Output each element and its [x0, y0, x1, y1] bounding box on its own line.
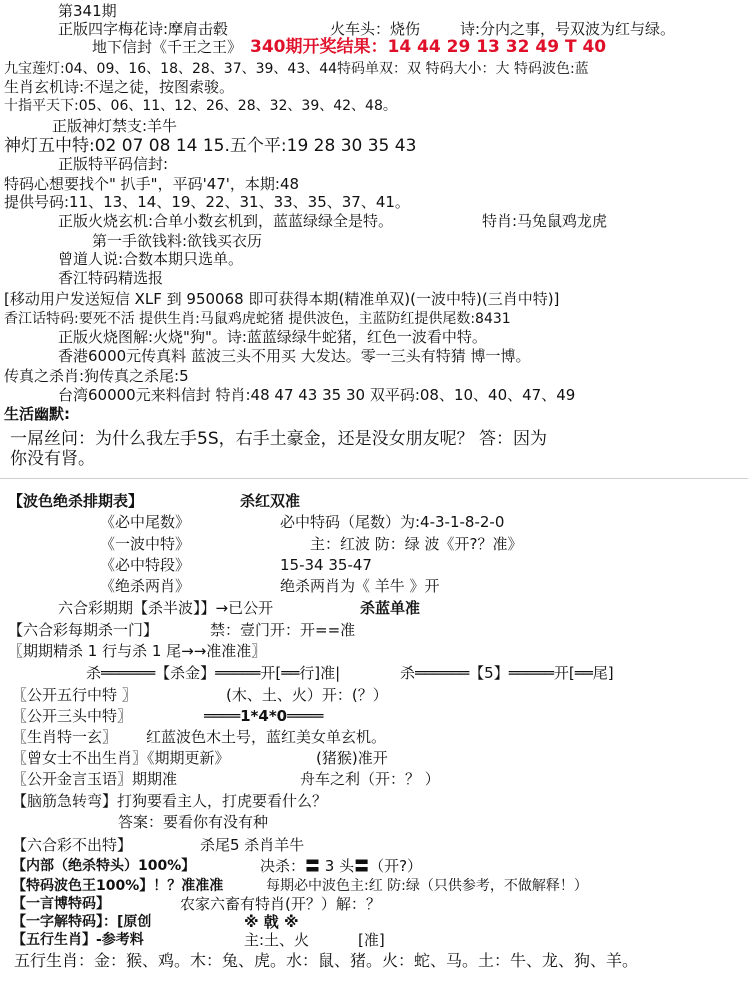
ms-zeng-value: (猪猴)准开 [316, 749, 388, 767]
special-code-hint: 特码心想要找个" 扒手"，平码'47'，本期:48 [4, 175, 300, 193]
wave-king-label: 【特码波色王100%】！？准准准 [12, 878, 224, 894]
section-divider [0, 478, 748, 479]
hongkong-talk: 香江话特码:要死不活 提供生肖:马鼠鸡虎蛇猪 提供波色，主蓝防红提供尾数:8431 [4, 311, 511, 327]
kill-two-value: 绝杀两肖为《 羊牛 》开 [280, 577, 440, 595]
lamp-five-special: 神灯五中特:02 07 08 14 15.五个平:19 28 30 35 43 [4, 136, 417, 156]
special-zodiac: 特肖:马兔鼠鸡龙虎 [482, 212, 608, 230]
fax-kill: 传真之杀肖:狗传真之杀尾:5 [4, 367, 189, 385]
zodiac-mystery-label: 〖生肖特一玄〗 [12, 728, 118, 746]
five-zodiac-tag: [准] [358, 931, 385, 949]
joke-line-1: 一屌丝问：为什么我左手5S，右手土豪金，还是没女朋友呢？ 答：因为 [10, 429, 548, 449]
five-zodiac-label: 【五行生肖】-参考料 [12, 932, 144, 948]
internal-kill-value: 决杀：〓 3 头〓（开?） [260, 857, 423, 875]
internal-kill-label: 【内部（绝杀特头）100%】 [12, 858, 196, 874]
riddle-question: 【脑筋急转弯】打狗要看主人，打虎要看什么？ [12, 792, 328, 810]
kill-tail-row: 杀══════【5】═════开[══尾] [400, 664, 614, 682]
one-word-label: 【一言博特码】 [12, 896, 110, 912]
wave-table-title: 【波色绝杀排期表】 [8, 492, 144, 510]
tail-value: 必中特码（尾数）为:4-3-1-8-2-0 [280, 513, 505, 531]
underground-envelope: 地下信封《千王之王》 [92, 38, 243, 56]
kill-door-label: 【六合彩每期杀一门】 [8, 621, 159, 639]
fax-material: 香港6000元传真料 蓝波三头不用买 大发达。零一三头有特猜 博一博。 [58, 347, 531, 365]
taiwan-material: 台湾60000元来料信封 特肖:48 47 43 35 30 双平码:08、10、40、47、49 [58, 386, 576, 404]
five-elements-zodiac-list: 五行生肖：金：猴、鸡。木：兔、虎。水：鼠、猪。火：蛇、马。土：牛、龙、狗、羊。 [14, 951, 639, 970]
zodiac-mystery-value: 红蓝波色木土号，蓝红美女单玄机。 [146, 728, 387, 746]
first-hand-material: 第一手欲钱料:欲钱买衣历 [92, 232, 263, 250]
kill-metal-row: 杀══════【杀金】═════开[══行]准| [86, 664, 341, 682]
one-char-value: ※ 戟 ※ [244, 913, 299, 931]
no-special-label: 【六合彩不出特】 [12, 836, 133, 854]
lamp-ban: 正版神灯禁支:羊牛 [52, 117, 178, 135]
flat-code-envelope: 正版特平码信封: [58, 155, 169, 173]
fire-mystery: 正版火烧玄机:合单小数玄机到，蓝蓝绿绿全是特。 [58, 212, 394, 230]
segment-label: 《必中特段》 [100, 556, 191, 574]
wave-label: 《一波中特》 [100, 535, 191, 553]
kill-two-label: 《绝杀两肖》 [100, 577, 191, 595]
train-head: 火车头：烧伤 [330, 20, 421, 38]
joke-line-2: 你没有肾。 [10, 449, 95, 469]
poem-line: 诗:分内之事，号双波为红与绿。 [460, 20, 676, 38]
four-char-poem: 正版四字梅花诗:摩肩击毂 [58, 20, 229, 38]
segment-value: 15-34 35-47 [280, 556, 372, 574]
kill-line-tail: 〖期期精杀 1 行与杀 1 尾→→准准准〗 [8, 642, 267, 660]
five-zodiac-value: 主:土、火 [244, 931, 310, 949]
ms-zeng-label: 〖曾女士不出生肖〗《期期更新》 [12, 749, 230, 767]
three-heads-label: 〖公开三头中特〗 [12, 707, 133, 725]
humor-heading: 生活幽默: [4, 405, 70, 423]
fire-diagram: 正版火烧图解:火烧"狗"。诗:蓝蓝绿绿牛蛇猪，红色一波看中特。 [58, 328, 487, 346]
provided-numbers: 提供号码:11、13、14、19、22、31、33、35、37、41。 [4, 193, 410, 211]
draw-result: 340期开奖结果：14 44 29 13 32 49 T 40 [250, 37, 607, 57]
sms-promo: [移动用户发送短信 XLF 到 950068 即可获得本期(精准单双)(一波中特)(三肖中特)] [4, 290, 560, 308]
golden-words-value: 舟车之利（开：？ ） [300, 770, 440, 788]
zodiac-poem: 生肖玄机诗:不逞之徒，按图索骏。 [4, 78, 235, 96]
three-heads-value: ════1*4*0════ [204, 707, 324, 725]
wave-table-result: 杀红双准 [240, 492, 301, 510]
tail-label: 《必中尾数》 [100, 513, 191, 531]
one-char-label: 【一字解特码】：[原创 [12, 914, 152, 930]
golden-words-label: 〖公开金言玉语〗期期准 [12, 770, 178, 788]
one-word-value: 农家六畜有特肖(开？）解：？ [180, 895, 381, 913]
five-elements-label: 〖公开五行中特 〗 [12, 686, 137, 704]
riddle-answer: 答案：要看你有没有种 [118, 813, 269, 831]
issue-number: 第341期 [58, 2, 117, 20]
kill-door-value: 禁：壹门开：开==准 [210, 621, 356, 639]
wave-king-value: 每期必中波色主:红 防:绿（只供参考，不做解释！） [266, 878, 588, 894]
taoist-says: 曾道人说:合数本期只选单。 [58, 250, 244, 268]
nine-lotus-lamp: 九宝莲灯:04、09、16、18、28、37、39、43、44特码单双：双 特码大小：大 特码波色:蓝 [4, 61, 589, 77]
hongkong-report: 香江特码精选报 [58, 269, 164, 287]
half-wave-label: 六合彩期期【杀半波】】→已公开 [58, 599, 274, 617]
wave-value: 主：红波 防：绿 波《开?？准》 [310, 535, 523, 553]
ten-fingers: 十指平天下:05、06、11、12、26、28、32、39、42、48。 [4, 98, 397, 114]
five-elements-value: (木、土、火）开：(？） [226, 686, 388, 704]
half-wave-result: 杀蓝单准 [360, 599, 421, 617]
no-special-value: 杀尾5 杀肖羊牛 [200, 836, 305, 854]
